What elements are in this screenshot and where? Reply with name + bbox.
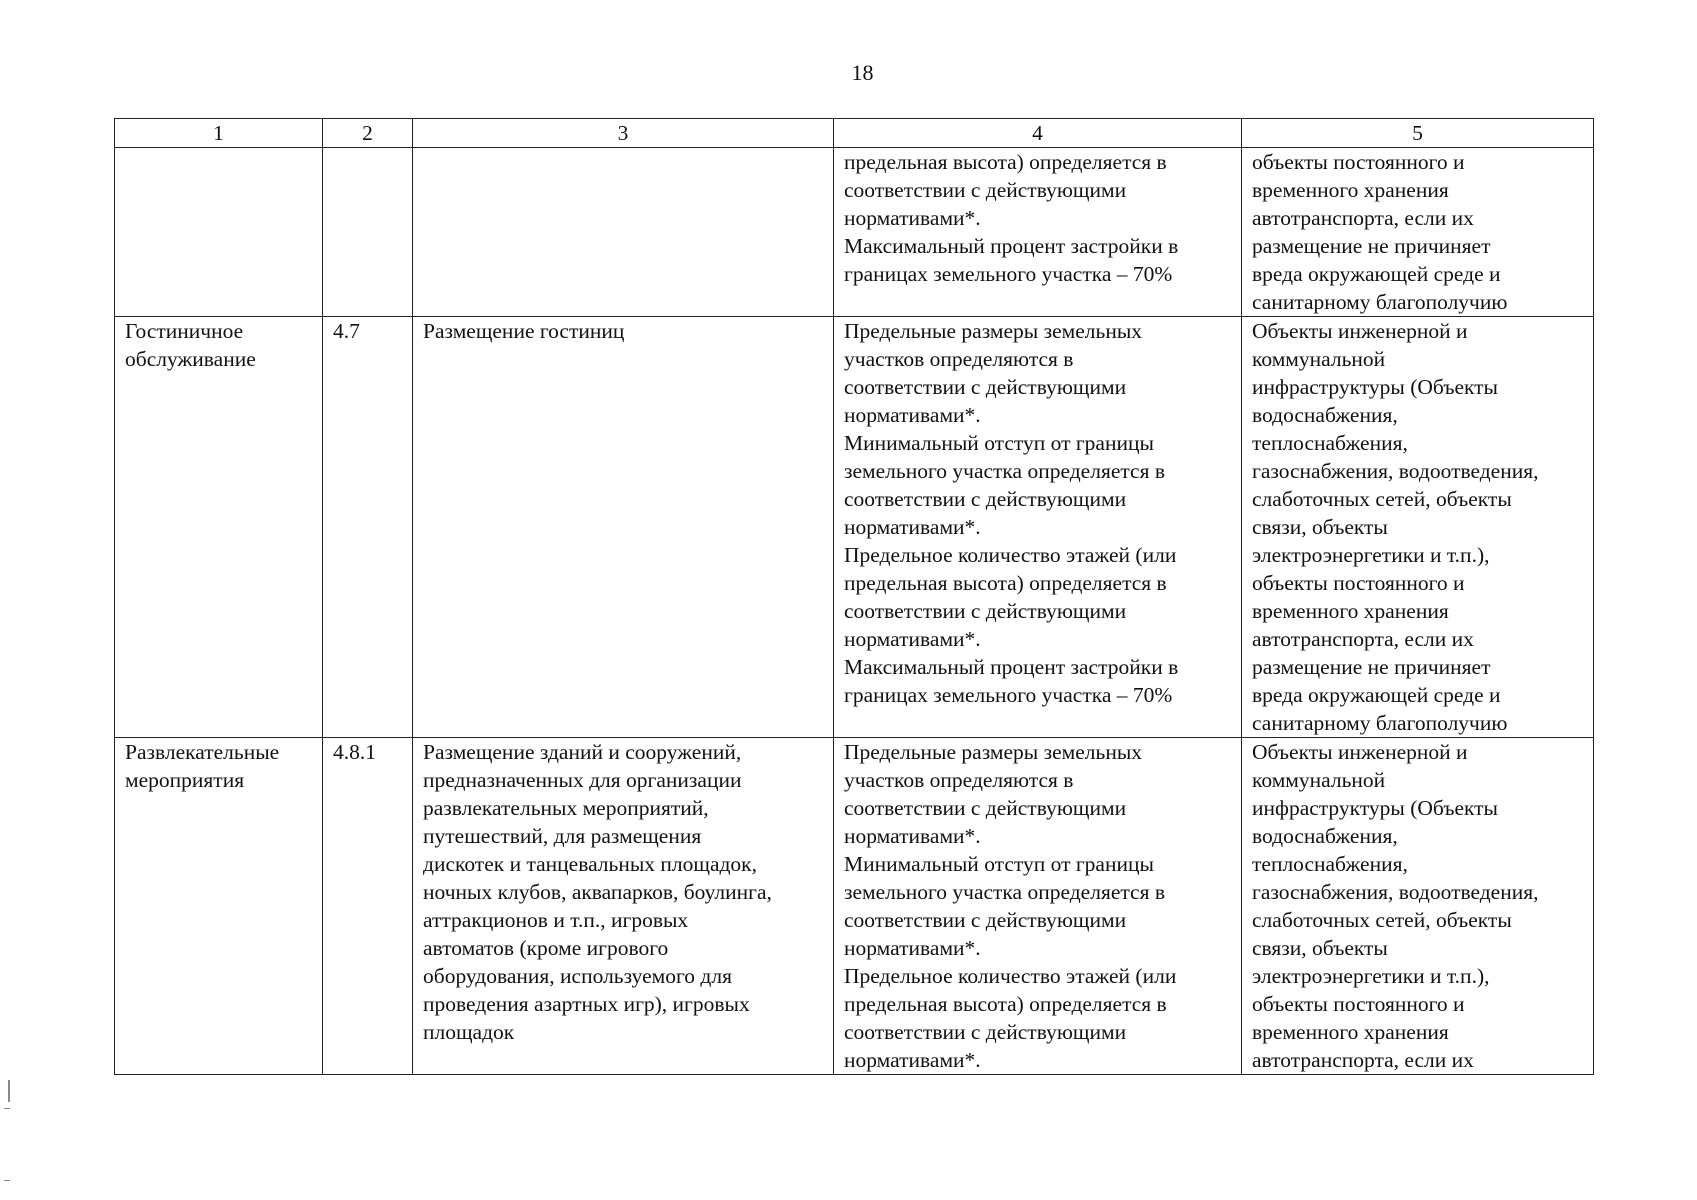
use-code-text: 4.8.1 xyxy=(333,740,376,764)
auxiliary-uses-text: Объекты инженерной и коммунальной инфраструктуры (Объекты водоснабжения, теплоснабжения, газоснабжения, водоотведения, слаботочных сетей, объекты связи, объекты электроэнергетики и т.п.), объекты постоянного и временного хранения автотранспорта, если их размещение не причиняет вреда окружающей среде и санитарному благополучию xyxy=(1252,319,1539,735)
table-row xyxy=(115,317,1594,738)
use-code-cell xyxy=(323,738,413,1075)
table-row xyxy=(115,738,1594,1075)
table-row xyxy=(115,148,1594,317)
use-name-cell xyxy=(115,317,323,738)
table-header-row xyxy=(115,119,1594,148)
use-code-cell xyxy=(323,317,413,738)
use-code-text: 4.7 xyxy=(333,319,360,343)
auxiliary-uses-cell xyxy=(1242,148,1594,317)
use-description-text: Размещение зданий и сооружений, предназначенных для организации развлекательных мероприятий, путешествий, для размещения дискотек и танцевальных площадок, ночных клубов, аквапарков, боулинга, аттракционов и т.п., игровых автоматов (кроме игрового оборудования, используемого для проведения азартных игр), игровых площадок xyxy=(423,740,772,1044)
parameters-text: предельная высота) определяется в соответствии с действующими нормативами*. Максимальный процент застройки в границах земельного участка – 70% xyxy=(844,150,1179,286)
use-code-cell xyxy=(323,148,413,317)
auxiliary-uses-text: Объекты инженерной и коммунальной инфраструктуры (Объекты водоснабжения, теплоснабжения, газоснабжения, водоотведения, слаботочных сетей, объекты связи, объекты электроэнергетики и т.п.), объекты постоянного и временного хранения автотранспорта, если их xyxy=(1252,740,1539,1072)
parameters-cell xyxy=(834,148,1242,317)
parameters-cell xyxy=(834,738,1242,1075)
use-name-text: Гостиничное обслуживание xyxy=(125,319,256,371)
use-description-cell xyxy=(413,148,834,317)
use-name-cell xyxy=(115,148,323,317)
page-number: 18 xyxy=(851,60,874,85)
column-header-5: 5 xyxy=(1242,119,1594,148)
auxiliary-uses-text: объекты постоянного и временного хранения автотранспорта, если их размещение не причиняет вреда окружающей среде и санитарному благополучию xyxy=(1252,150,1508,314)
auxiliary-uses-cell xyxy=(1242,738,1594,1075)
use-description-text: Размещение гостиниц xyxy=(423,319,625,343)
land-use-table xyxy=(114,118,1594,1075)
auxiliary-uses-cell xyxy=(1242,317,1594,738)
parameters-text: Предельные размеры земельных участков определяются в соответствии с действующими нормативами*. Минимальный отступ от границы земельного участка определяется в соответствии с действующими нормативами*. Предельное количество этажей (или предельная высота) определяется в соответствии с действующими нормативами*. xyxy=(844,740,1177,1072)
parameters-cell xyxy=(834,317,1242,738)
column-header-3: 3 xyxy=(413,119,834,148)
scan-artifact-mark xyxy=(4,1108,10,1109)
column-header-1: 1 xyxy=(115,119,323,148)
use-name-text: Развлекательные мероприятия xyxy=(125,740,280,792)
use-description-cell xyxy=(413,738,834,1075)
parameters-text: Предельные размеры земельных участков определяются в соответствии с действующими нормативами*. Минимальный отступ от границы земельного участка определяется в соответствии с действующими нормативами*. Предельное количество этажей (или предельная высота) определяется в соответствии с действующими нормативами*. Максимальный процент застройки в границах земельного участка – 70% xyxy=(844,319,1179,707)
use-description-cell xyxy=(413,317,834,738)
use-name-cell xyxy=(115,738,323,1075)
scan-artifact-mark xyxy=(4,1180,10,1181)
column-header-2: 2 xyxy=(323,119,413,148)
column-header-4: 4 xyxy=(834,119,1242,148)
scan-artifact-mark xyxy=(8,1080,10,1102)
